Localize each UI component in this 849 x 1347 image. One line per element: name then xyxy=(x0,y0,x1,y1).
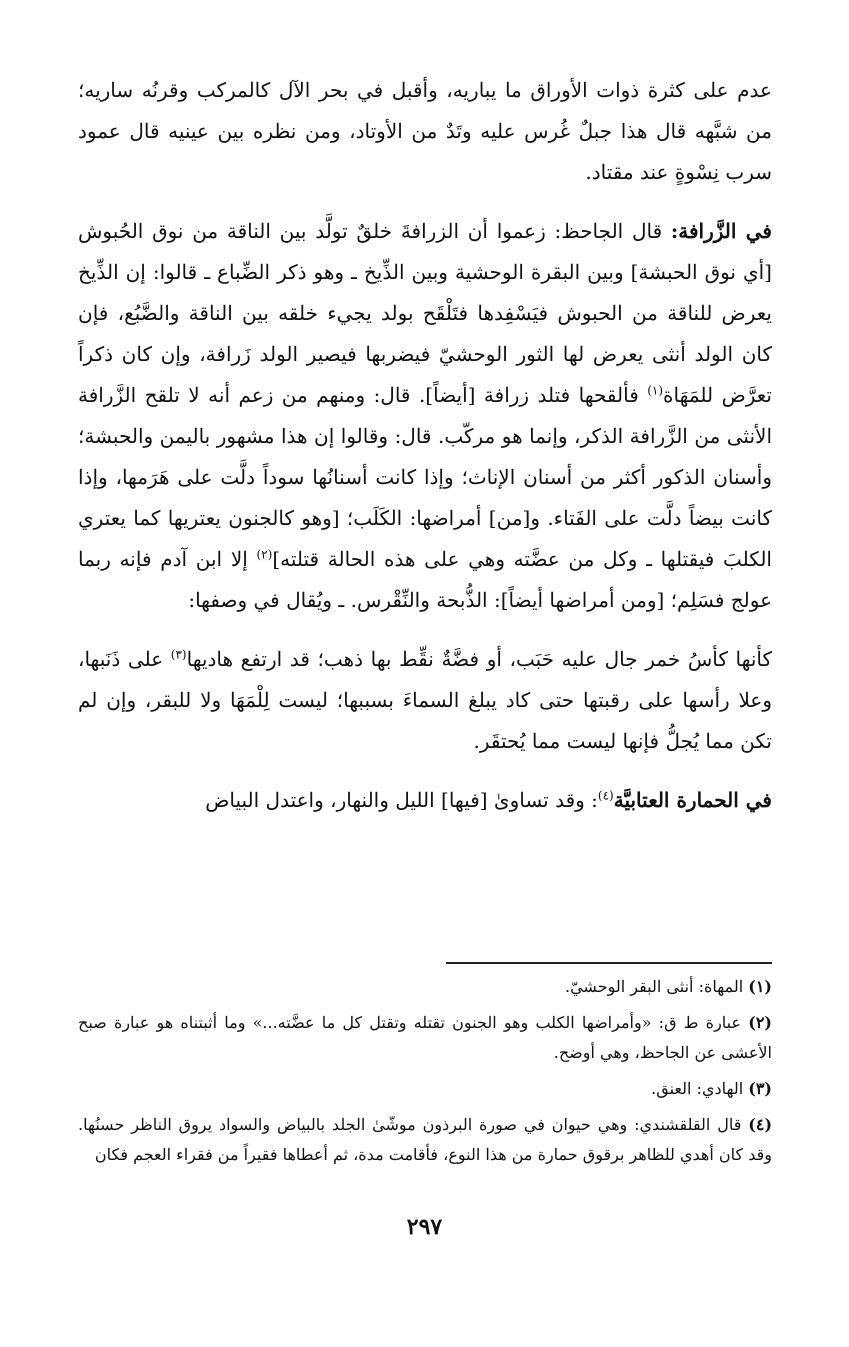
footnote-4 xyxy=(78,1110,772,1170)
paragraph-1 xyxy=(78,70,772,193)
paragraph-text: كأنها كأسُ خمر جال عليه حَبَب، أو فضَّةٌ نقِّط بها ذهب؛ قد ارتفع هاديها xyxy=(186,647,773,671)
footnotes xyxy=(78,972,772,1176)
footnote-ref-2[interactable]: (٢) xyxy=(256,547,273,562)
footnote-number: (٣) xyxy=(748,1079,772,1098)
paragraph-description xyxy=(78,639,772,762)
paragraph-text: : وقد تساوىٰ [فيها] الليل والنهار، واعتدل البياض xyxy=(205,788,598,812)
footnote-text: عبارة ط ق: «وأمراضها الكلب وهو الجنون تقتله وتقتل كل ما عضَّته...» وما أثبتناه هو عبارة صبح الأعشى عن الجاحظ، وهي أوضح. xyxy=(78,1013,772,1062)
paragraph-text-continued: على ذَنَبها، وعلا رأسها على رقبتها حتى كاد يبلغ السماءَ بسببها؛ ليست لِلْمَهَا ولا للبقر، وإن لم تكن مما يُجلُّ فإنها ليست مما يُحتقَر. xyxy=(78,647,772,753)
footnote-number: (٤) xyxy=(748,1115,773,1134)
footnote-number: (١) xyxy=(748,977,772,996)
main-text xyxy=(78,70,772,821)
paragraph-hamara xyxy=(78,780,772,821)
footnote-ref-3[interactable]: (٣) xyxy=(170,647,187,662)
section-heading-hamara: في الحمارة العتابيَّة xyxy=(613,788,772,812)
footnote-2 xyxy=(78,1008,772,1068)
paragraph-text: قال الجاحظ: زعموا أن الزرافةَ خلقٌ تولَّد بين الناقة من نوق الحُبوش [أي نوق الحبشة] وبين البقرة الوحشية وبين الذِّيخ ـ وهو ذكر الضِّباع ـ قالوا: إن الذِّيخ يعرض للناقة من الحبوش فيَسْفِدها فتَلْقَح بولد يجيء خلقه بين الناقة والضَّبُع، فإن كان الولد أنثى يعرض لها الثور الوحشيّ فيضربها فيصير الولد زَرافة، وإن كان ذكراً تعرَّض للمَهَاة xyxy=(78,219,772,407)
paragraph-giraffe xyxy=(78,211,772,621)
footnote-text: المهاة: أنثى البقر الوحشيّ. xyxy=(565,977,749,996)
section-heading-giraffe: في الزَّرافة: xyxy=(670,219,772,243)
page-number: ٢٩٧ xyxy=(406,1214,443,1240)
footnote-1 xyxy=(78,972,772,1002)
footnote-number: (٢) xyxy=(748,1013,772,1032)
footnote-3 xyxy=(78,1074,772,1104)
footnote-text: الهادي: العنق. xyxy=(651,1079,749,1098)
footnote-ref-1[interactable]: (١) xyxy=(647,383,664,398)
footnote-divider xyxy=(446,962,772,964)
paragraph-text-continued: فألقحها فتلد زرافة [أيضاً]. قال: ومنهم من زعم أنه لا تلقح الزَّرافة الأنثى من الزَّرافة الذكر، وإنما هو مركّب. قال: وقالوا إن هذا مشهور باليمن والحبشة؛ وأسنان الذكور أكثر من أسنان الإناث؛ وإذا كانت أسنانُها سوداً دلَّت على هَرَمها، وإذا كانت بيضاً دلَّت على الفَتاء. و[من] أمراضها: الكَلَب؛ [وهو كالجنون يعتريها كما يعتري الكلبَ فيقتلها ـ وكل من عضَّته وهي على هذه الحالة قتلته] xyxy=(78,383,772,571)
paragraph-text-end: إلا ابن آدم فإنه ربما عولج فسَلِم؛ [ومن أمراضها أيضاً]: الذُّبحة والنِّقْرس. ـ ويُقال في وصفها: xyxy=(78,547,772,612)
paragraph-text: عدم على كثرة ذوات الأوراق ما يباريه، وأقبل في بحر الآل كالمركب وقرنُه ساريه؛ من شبَّهه قال هذا جبلٌ غُرس عليه وتَدٌ من الأوتاد، ومن نظره بين عينيه قال عمود سرب نِسْوةٍ عند مقتاد. xyxy=(78,78,772,184)
footnote-text: قال القلقشندي: وهي حيوان في صورة البرذون موشّىٰ الجلد بالبياض والسواد يروق الناظر حسنُها. وقد كان أهدي للظاهر برقوق حمارة من هذا النوع، فأقامت مدة، ثم أعطاها فقيراً من فقراء العجم فكان xyxy=(78,1115,772,1164)
footnote-ref-4[interactable]: (٤) xyxy=(597,788,614,803)
